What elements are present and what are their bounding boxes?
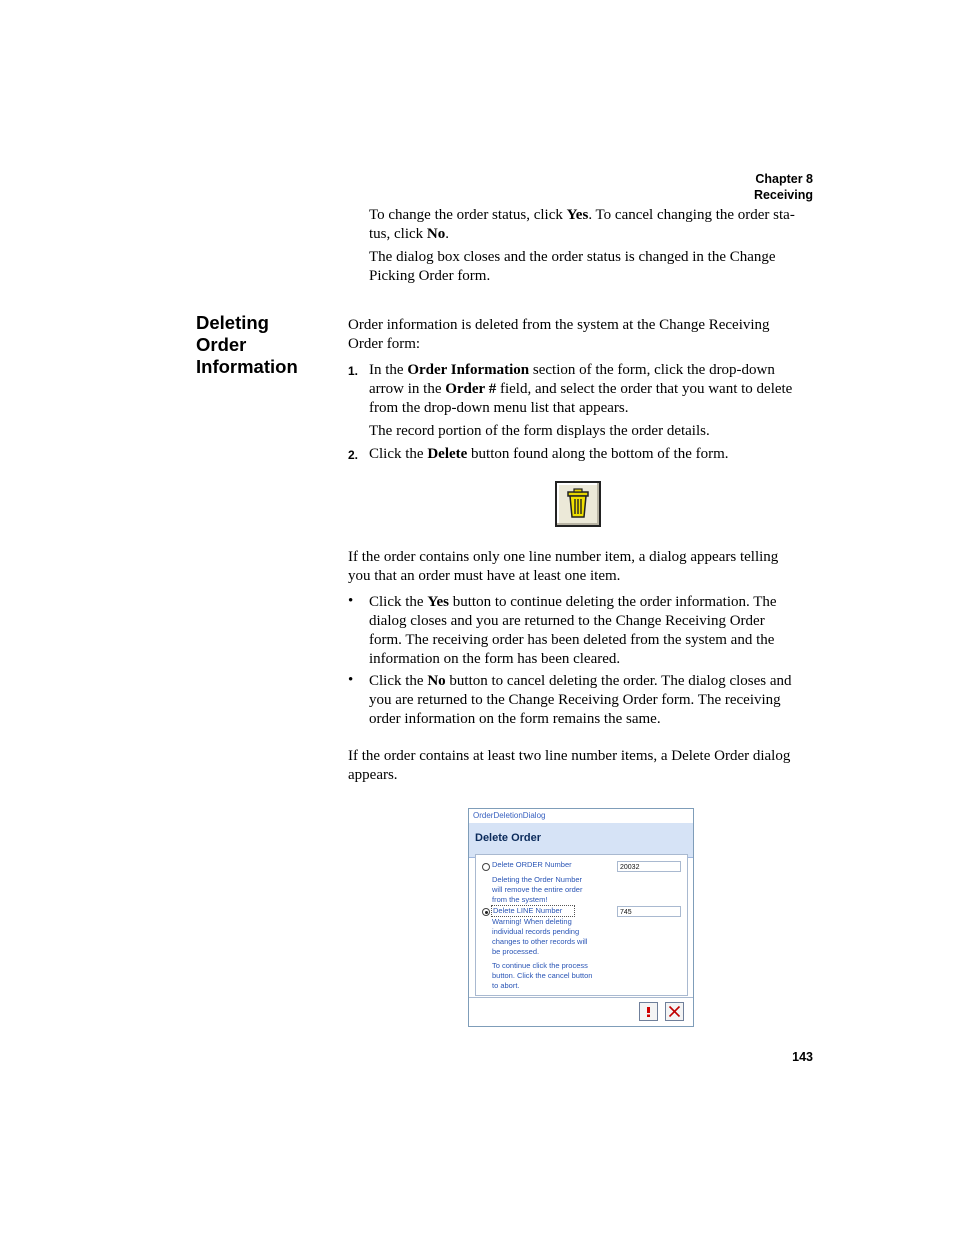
bullet-2-text: Click the No button to cancel deleting the order. The dialog closes and you are returned to the Change Receiving Order form. The receiving order information on the form remains the same. [369,673,792,727]
delete-order-number-description: Deleting the Order Number will remove the entire order from the system! [492,875,583,904]
trash-icon [557,483,599,525]
step-2-text: Click the Delete button found along the bottom of the form. [369,446,729,462]
step-1-text: In the Order Information section of the form, click the drop-down arrow in the Order # field, and select the order that you want to delete from the drop-down menu list that appears. [369,362,793,416]
section-heading: Deleting Order Information [196,312,298,377]
delete-order-dialog [468,808,694,1027]
step-1-note: The record portion of the form displays the order details. [369,423,710,439]
multi-item-paragraph: If the order contains at least two line number items, a Delete Order dialog appears. [348,748,791,783]
line-number-field[interactable]: 745 [617,906,681,917]
dialog-header [469,823,693,858]
page-number: 143 [792,1050,813,1064]
bullet-symbol: • [348,672,354,688]
process-button[interactable] [639,1002,658,1021]
intro-paragraph-2: The dialog box closes and the order status is changed in the Change Picking Order form. [369,249,776,284]
section-label: Receiving [753,188,813,202]
step-number: 2. [348,448,359,462]
single-item-paragraph: If the order contains only one line number item, a dialog appears telling you that an order must have at least one item. [348,549,779,584]
cancel-button[interactable] [665,1002,684,1021]
exclamation-icon [640,1003,657,1020]
section-lead: Order information is deleted from the system at the Change Receiving Order form: [348,317,770,352]
close-icon [666,1003,683,1020]
dialog-heading: Delete Order [475,832,542,844]
delete-order-number-radio[interactable] [482,863,490,871]
delete-line-number-radio[interactable] [482,908,490,916]
delete-line-number-warning: Warning! When deleting individual records pending changes to other records will be processed. [492,917,588,956]
step-number: 1. [348,364,359,378]
dialog-footer-divider [469,997,693,998]
bullet-symbol: • [348,593,354,609]
bullet-1-text: Click the Yes button to continue deleting the order information. The dialog closes and you are returned to the Change Receiving Order form. The receiving order has been deleted from the system and the information on the form has been cleared. [369,594,777,667]
delete-order-number-label: Delete ORDER Number [492,860,572,869]
delete-button-illustration [555,481,601,527]
delete-line-number-label: Delete LINE Number [491,905,575,917]
chapter-label: Chapter 8 [755,172,813,186]
dialog-window-title: OrderDeletionDialog [469,809,693,823]
dialog-body [475,854,688,996]
dialog-instructions: To continue click the process button. Click the cancel button to abort. [492,961,593,990]
intro-paragraph-1: To change the order status, click Yes. To cancel changing the order sta- tus, click No. [369,207,795,242]
order-number-field[interactable]: 20032 [617,861,681,872]
